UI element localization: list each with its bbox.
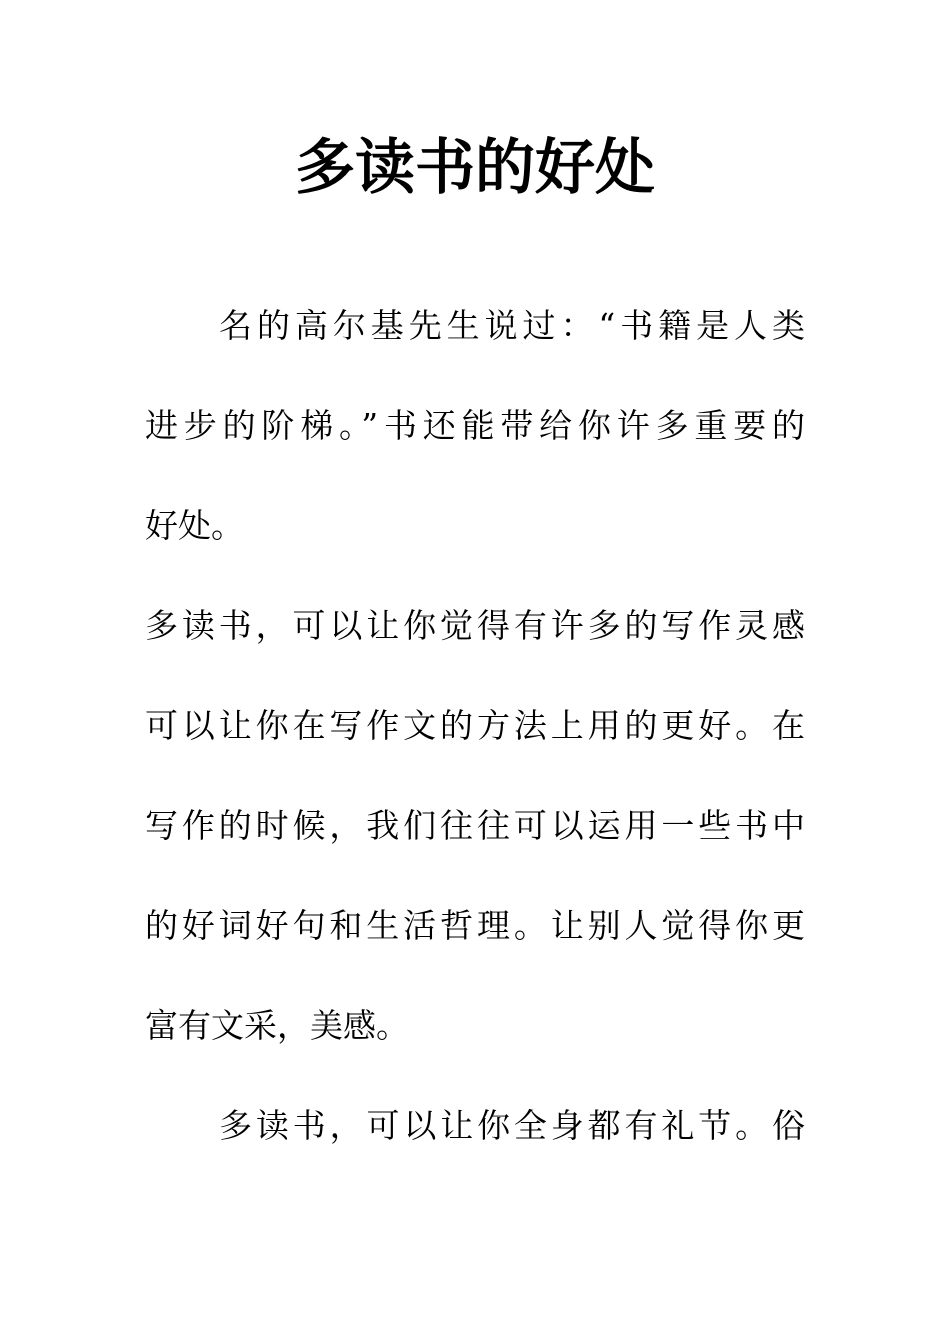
paragraph-line: 的好词好句和生活哲理。让别人觉得你更 (145, 906, 805, 945)
paragraph-line: 名的高尔基先生说过：“书籍是人类 (219, 306, 805, 345)
paragraph-line: 写作的时候，我们往往可以运用一些书中 (145, 806, 805, 845)
document-body (145, 300, 805, 1200)
paragraph-line: 好处。 (145, 506, 244, 545)
paragraph-line: 富有文采，美感。 (145, 1006, 409, 1045)
paragraph-line: 多读书，可以让你觉得有许多的写作灵感 (145, 606, 805, 645)
paragraph-line: 多读书，可以让你全身都有礼节。俗 (219, 1106, 805, 1145)
paragraph-line: 进步的阶梯。”书还能带给你许多重要的 (145, 406, 805, 445)
paragraph-line: 可以让你在写作文的方法上用的更好。在 (145, 706, 805, 745)
document-title: 多读书的好处 (295, 133, 655, 203)
